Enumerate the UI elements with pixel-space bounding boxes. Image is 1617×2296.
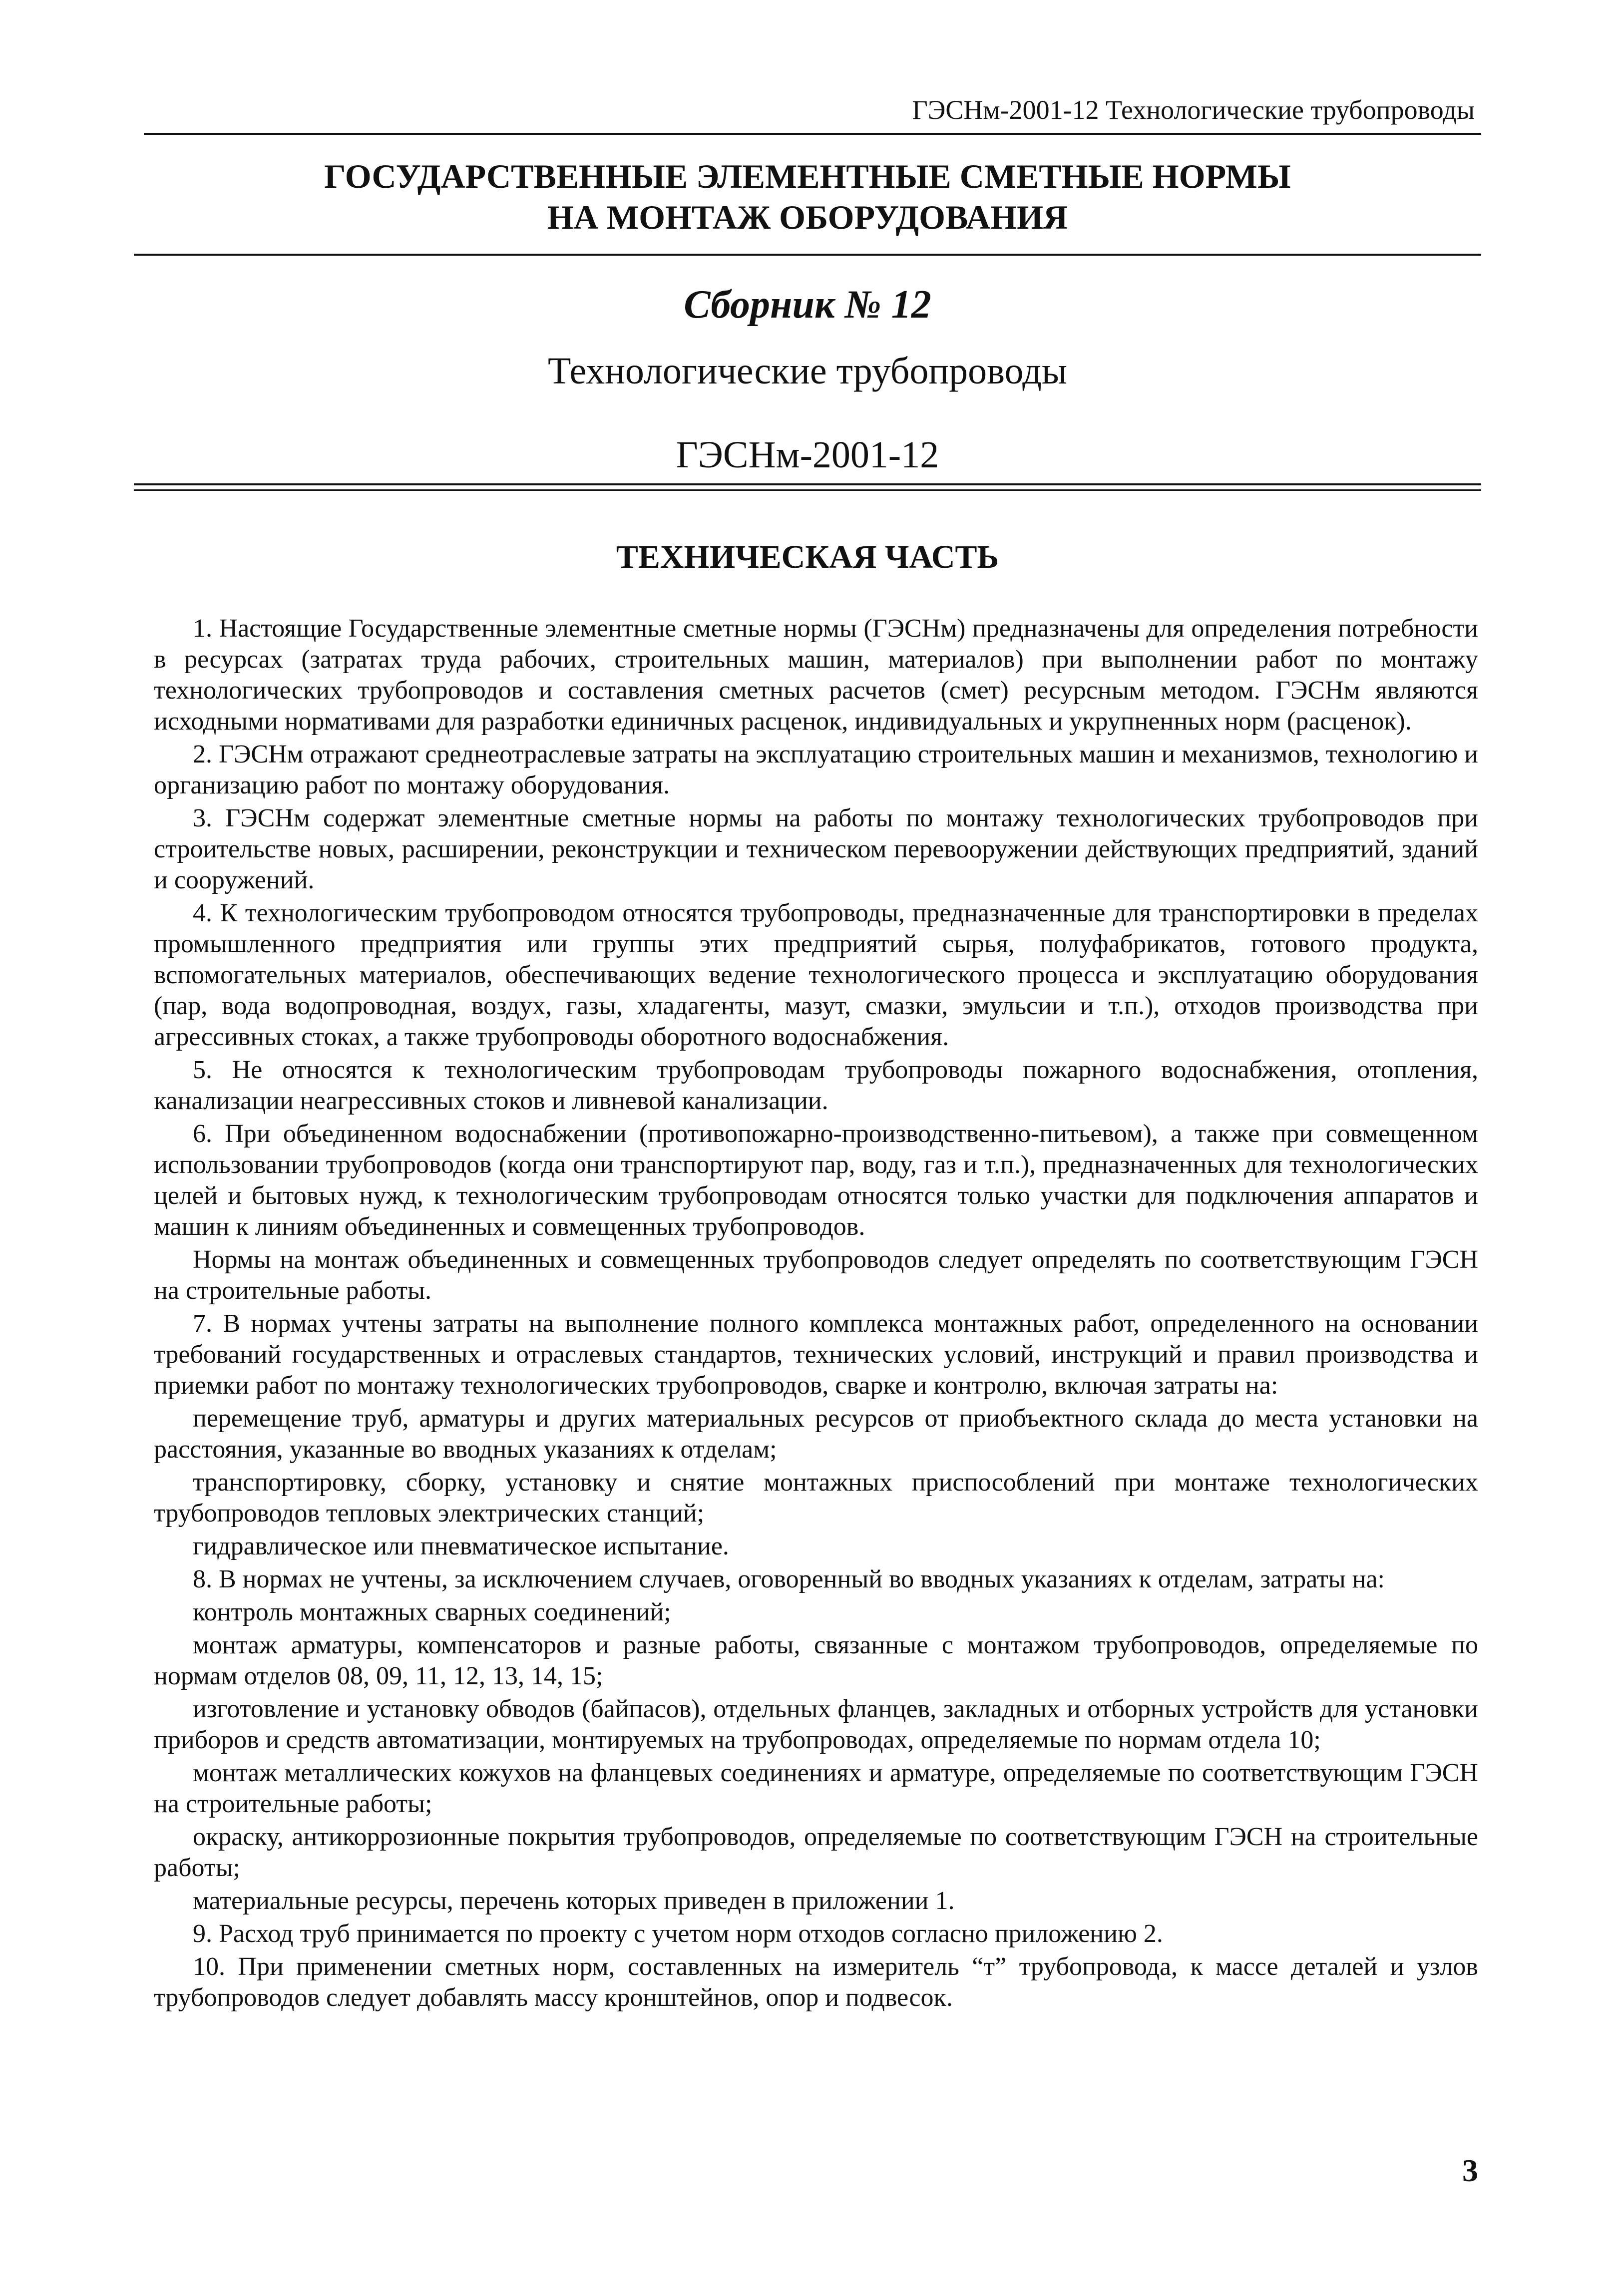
page-number: 3 — [1462, 2153, 1478, 2188]
title-rule — [134, 254, 1481, 256]
paragraph-6-note: Нормы на монтаж объединенных и совмещенных трубопроводов следует определять по соответствующим ГЭСН на строительные работы. — [154, 1245, 1478, 1305]
document-code: ГЭСНм-2001-12 — [676, 434, 939, 476]
section-title: ТЕХНИЧЕСКАЯ ЧАСТЬ — [616, 539, 999, 575]
paragraph-3: 3. ГЭСНм содержат элементные сметные нормы на работы по монтажу технологических трубопроводов при строительстве новых, расширении, реконструкции и техническом перевооружении действующих предприятий, зданий и сооружений. — [154, 804, 1478, 894]
paragraph-7: 7. В нормах учтены затраты на выполнение полного комплекса монтажных работ, определенного на основании требований государственных и отраслевых стандартов, технических условий, инструкций и правил производства и приемки работ по монтажу технологических трубопроводов, сварке и контролю, включая затраты на: — [154, 1309, 1478, 1400]
paragraph-7-item-2: транспортировку, сборку, установку и снятие монтажных приспособлений при монтаже технологических трубопроводов тепловых электрических станций; — [154, 1468, 1478, 1528]
double-rule-top — [134, 483, 1481, 485]
body-text — [154, 613, 1478, 2015]
paragraph-4: 4. К технологическим трубопроводом относятся трубопроводы, предназначенные для транспортировки в пределах промышленного предприятия или группы этих предприятий сырья, полуфабрикатов, готового продукта, вспомогательных материалов, обеспечивающих ведение технологического процесса и эксплуатацию оборудования (пар, вода водопроводная, воздух, газы, хладагенты, мазут, смазки, эмульсии и т.п.), отходов производства при агрессивных стоках, а также трубопроводы оборотного водоснабжения. — [154, 899, 1478, 1051]
document-title — [134, 156, 1481, 238]
collection-number: Сборник № 12 — [684, 283, 931, 327]
header-rule — [144, 133, 1481, 135]
paragraph-8-item-1: контроль монтажных сварных соединений; — [193, 1598, 671, 1626]
double-rule-bottom — [134, 489, 1481, 491]
paragraph-8-item-4: монтаж металлических кожухов на фланцевых соединениях и арматуре, определяемые по соответствующим ГЭСН на строительные работы; — [154, 1759, 1478, 1818]
paragraph-9: 9. Расход труб принимается по проекту с учетом норм отходов согласно приложению 2. — [193, 1919, 1163, 1948]
paragraph-8-item-3: изготовление и установку обводов (байпасов), отдельных фланцев, закладных и отборных устройств для установки приборов и средств автоматизации, монтируемых на трубопроводах, определяемые по нормам отдела 10; — [154, 1695, 1478, 1754]
paragraph-7-item-1: перемещение труб, арматуры и других материальных ресурсов от приобъектного склада до места установки на расстояния, указанные во вводных указаниях к отделам; — [154, 1404, 1478, 1464]
paragraph-8-item-2: монтаж арматуры, компенсаторов и разные работы, связанные с монтажом трубопроводов, определяемые по нормам отделов 08, 09, 11, 12, 13, 14, 15; — [154, 1631, 1478, 1690]
title-line-1: ГОСУДАРСТВЕННЫЕ ЭЛЕМЕНТНЫЕ СМЕТНЫЕ НОРМЫ — [324, 157, 1291, 195]
title-line-2: НА МОНТАЖ ОБОРУДОВАНИЯ — [547, 198, 1068, 236]
paragraph-6: 6. При объединенном водоснабжении (противопожарно-производственно-питьевом), а также при совмещенном использовании трубопроводов (когда они транспортируют пар, воду, газ и т.п.), предназначенных для технологических целей и бытовых нужд, к технологическим трубопроводам относятся только участки для подключения аппаратов и машин к линиям объединенных и совмещенных трубопроводов. — [154, 1120, 1478, 1241]
collection-subtitle: Технологические трубопроводы — [548, 350, 1067, 392]
paragraph-7-item-3: гидравлическое или пневматическое испытание. — [193, 1532, 729, 1560]
paragraph-8: 8. В нормах не учтены, за исключением случаев, оговоренный во вводных указаниях к отделам, затраты на: — [193, 1565, 1385, 1593]
paragraph-10: 10. При применении сметных норм, составленных на измеритель “т” трубопровода, к массе деталей и узлов трубопроводов следует добавлять массу кронштейнов, опор и подвесок. — [154, 1952, 1478, 2012]
paragraph-2: 2. ГЭСНм отражают среднеотраслевые затраты на эксплуатацию строительных машин и механизмов, технологию и организацию работ по монтажу оборудования. — [154, 740, 1478, 799]
paragraph-1: 1. Настоящие Государственные элементные сметные нормы (ГЭСНм) предназначены для определения потребности в ресурсах (затратах труда рабочих, строительных машин, материалов) при выполнении работ по монтажу технологических трубопроводов и составления сметных расчетов (смет) ресурсным методом. ГЭСНм являются исходными нормативами для разработки единичных расценок, индивидуальных и укрупненных норм (расценок). — [154, 614, 1478, 736]
paragraph-8-item-5: окраску, антикоррозионные покрытия трубопроводов, определяемые по соответствующим ГЭСН на строительные работы; — [154, 1823, 1478, 1882]
paragraph-5: 5. Не относятся к технологическим трубопроводам трубопроводы пожарного водоснабжения, отопления, канализации неагрессивных стоков и ливневой канализации. — [154, 1056, 1478, 1115]
paragraph-8-item-6: материальные ресурсы, перечень которых приведен в приложении 1. — [193, 1887, 955, 1915]
running-header: ГЭСНм-2001-12 Технологические трубопроводы — [912, 95, 1475, 125]
